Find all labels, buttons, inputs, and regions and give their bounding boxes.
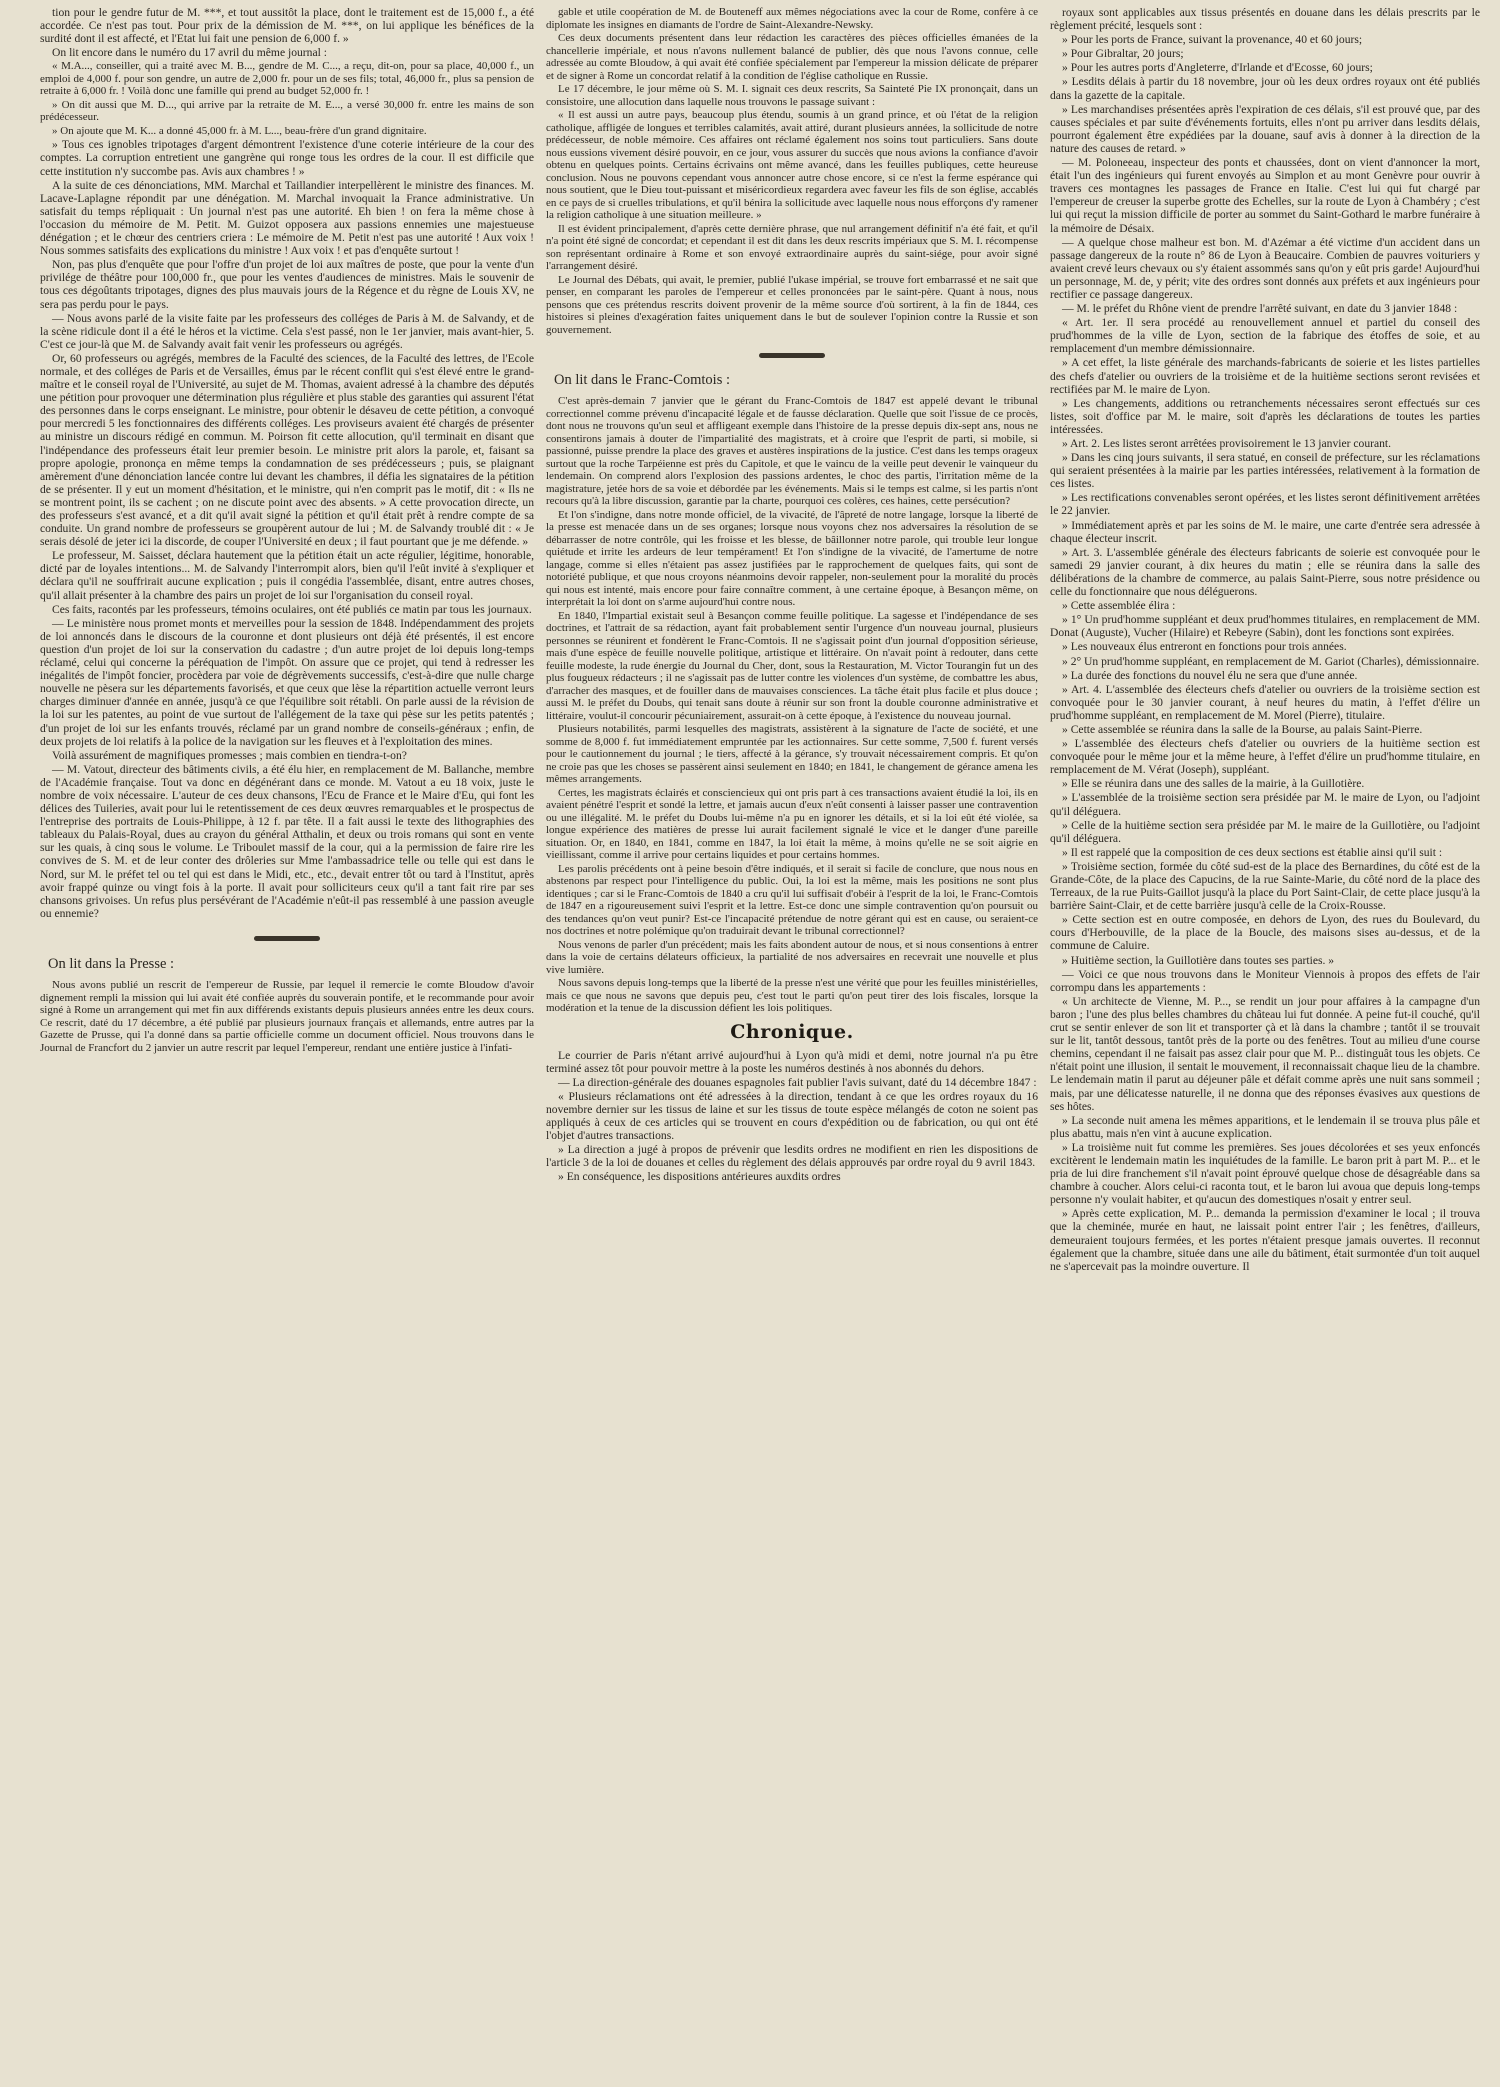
article-paragraph: » L'assemblée de la troisième section sera présidée par M. le maire de Lyon, ou l'adjoint qu'il déléguera. [1050, 791, 1480, 818]
article-paragraph: » Après cette explication, M. P... demanda la permission d'examiner le local ; il trouva que la cheminée, murée en haut, ne laissait point entrer l'air ; les fenêtres, d'ailleurs, demeuraient toujours fermées, et les portes n'étaient presque jamais ouvertes. Il reconnut également que la chambre, située dans une aile du bâtiment, était surmontée d'un toit auquel ne s'apercevait pas la moindre ouverture. Il [1050, 1207, 1480, 1273]
article-paragraph: « Un architecte de Vienne, M. P..., se rendit un jour pour affaires à la campagne d'un baron ; l'une des plus belles chambres du château lui fut donnée. A peine fut-il couché, qu'il crut se sentir enlever de son lit et transporter çà et là dans la chambre ; tantôt il se trouvait sur le lit, tantôt dessous, tantôt près de la porte ou des fenêtres. Tout au milieu d'une course chemins, cependant il ne faisait pas assez clair pour que M. P... distinguât tous les objets. Ce n'était point une illusion, il sentait le mouvement, il reconnaissait chaque lieu de la chambre. Le lendemain matin il parut au déjeuner pâle et défait comme après une nuit sans sommeil ; mais, par une délicatesse naturelle, il ne donna que des réponses évasives aux questions de ses hôtes. [1050, 994, 1480, 1113]
article-paragraph: » Pour les autres ports d'Angleterre, d'Irlande et d'Ecosse, 60 jours; [1062, 61, 1373, 75]
article-paragraph: Nous savons depuis long-temps que la liberté de la presse n'est une vérité que pour les feuilles ministérielles, mais ce que nous ne savons que depuis peu, c'est tout le parti qu'on peut tirer des lois fiscales, lorsque la modération et la tenue de la discussion défient les lois politiques. [546, 977, 1038, 1015]
article-paragraph: C'est après-demain 7 janvier que le gérant du Franc-Comtois de 1847 est appelé devant le tribunal correctionnel comme prévenu d'incapacité légale et de fausse déclaration. Quelle que soit l'issue de ce procès, dont nous ne trouvons qu'un seul et affligeant exemple dans l'histoire de la presse depuis dix-sept ans, nous ne consentirons jamais à douter de l'impartialité des magistrats, et à croire que l'esprit de parti, si mobile, si passionné, puisse prendre la place des graves et austères inspirations de la justice. C'est dans les temps orageux surtout que la roche Tarpéienne est près du Capitole, et que le vaincu de la veille peut devenir le vainqueur du lendemain. On comprend alors l'explosion des passions ardentes, le choc des partis, l'irritation même de la magistrature, jetée hors de sa voie et débordée par les événements. Mais si le temps est calme, si les partis n'ont recours qu'à la libre discussion, garantie par la charte, pourquoi ces colères, ces haines, cette persécution? [546, 395, 1038, 508]
article-paragraph: » Art. 3. L'assemblée générale des électeurs fabricants de soierie est convoquée pour le samedi 29 janvier courant, à dix heures du matin ; elle se réunira dans la salle des délibérations de la chambre de commerce, au palais Saint-Pierre, sous notre présidence ou celle du fonctionnaire que nous déléguerons. [1050, 545, 1480, 599]
section-separator [546, 346, 1038, 364]
article-paragraph: » Celle de la huitième section sera présidée par M. le maire de la Guillotière, ou l'adjoint qu'il déléguera. [1050, 818, 1480, 845]
article-paragraph: Il est évident principalement, d'après cette dernière phrase, que nul arrangement définitif n'a été fait, et qu'il n'a point été signé de concordat; et cependant il est dit dans les deux rescrits impériaux que S. M. I. récompense son représentant ordinaire à Rome et son envoyé extraordinaire auprès du saint-siége, pour avoir signé l'arrangement désiré. [546, 222, 1038, 272]
article-paragraph: » La durée des fonctions du nouvel élu ne sera que d'une année. [1062, 668, 1358, 682]
article-paragraph: « M.A..., conseiller, qui a traité avec M. B..., gendre de M. C..., a reçu, dit-on, pour sa place, 40,000 f., un emploi de 4,000 f. pour son gendre, un autre de 2,000 fr. pour un de ses fils; total, 46,000 fr., plus sa pension de retraite à 6,000 fr. ! Voilà donc une famille qui prend au budget 52,000 fr. ! [40, 60, 534, 98]
article-paragraph: Le courrier de Paris n'étant arrivé aujourd'hui à Lyon qu'à midi et demi, notre journal n'a pu être terminé assez tôt pour pouvoir mettre à la poste les numéros destinés à nos abonnés du dehors. [546, 1048, 1038, 1075]
article-paragraph: tion pour le gendre futur de M. ***, et tout aussitôt la place, dont le traitement est de 15,000 f., a été accordée. Ce n'est pas tout. Pour prix de la démission de M. ***, on lui applique les bénéfices de la surdité dont il est affecté, et l'Etat lui fait une pension de 6,000 f. » [40, 6, 534, 46]
article-paragraph: gable et utile coopération de M. de Bouteneff aux mêmes négociations avec la cour de Rome, confère à ce diplomate les insignes en diamants de l'ordre de Saint-Alexandre-Newsky. [546, 6, 1038, 31]
article-paragraph: » Cette assemblée se réunira dans la salle de la Bourse, au palais Saint-Pierre. [1062, 722, 1423, 736]
article-paragraph: En 1840, l'Impartial existait seul à Besançon comme feuille politique. La sagesse et l'indépendance de ses doctrines, et l'attrait de sa rédaction, ayant fait probablement sentir l'urgence d'un nouveau journal, plusieurs personnes se réunirent et fondèrent le Franc-Comtois. Il ne s'agissait point d'un journal d'opposition sérieuse, mais d'une espèce de feuille nouvelle politique, artistique et littéraire. On n'avait point à redouter, dans cette feuille modeste, la rude énergie du Journal du Cher, dont, sous la Restauration, M. Victor Tourangin fut un des plus fougueux rédacteurs ; il ne s'agissait pas de lutter contre les violences d'un système, de combattre les abus, d'arracher des masques, et de fouiller dans de mauvaises consciences. La tâche était plus facile et plus douce ; aussi M. le préfet du Doubs, qui tenait sans doute à réunir sur son front la double couronne administrative et littéraire, voulut-il concourir pécuniairement, assurait-on à cette époque, à l'existence du nouveau journal. [546, 609, 1038, 722]
section-title: Chronique. [730, 1020, 854, 1043]
article-paragraph: » La direction a jugé à propos de prévenir que lesdits ordres ne modifient en rien les dispositions de l'article 3 de la loi de douanes et celles du règlement des délais approuvés par ordre royal du 9 avril 1843. [546, 1143, 1038, 1170]
column-1 [40, 6, 534, 2087]
article-paragraph: Plusieurs notabilités, parmi lesquelles des magistrats, assistèrent à la signature de l'acte de société, et une somme de 8,000 f. fut immédiatement empruntée par les actionnaires. Sur cette somme, 7,500 f. furent versés pour le cautionnement du journal ; le tiers, affecté à la gérance, s'y trouvait nécessairement compris. Et qu'on ne croie pas que les choses se passèrent ainsi seulement en 1840; en 1841, le changement de gérance amena les mêmes arrangements. [546, 723, 1038, 786]
separator-rule [254, 936, 320, 941]
article-paragraph: » La seconde nuit amena les mêmes apparitions, et le lendemain il se trouva plus pâle et plus abattu, mais n'en vint à aucune explication. [1050, 1113, 1480, 1140]
article-paragraph: Le Journal des Débats, qui avait, le premier, publié l'ukase impérial, se trouve fort embarrassé et ne sait que penser, en comparant les paroles de l'empereur et celles prononcées par le saint-père. Quant à nous, nous pensons que ces prétendus rescrits doivent provenir de la même source d'où sortirent, à la fin de 1844, ces histoires si pleines d'exagération faites uniquement dans le but de soulever l'opinion contre la Russie et son gouvernement. [546, 273, 1038, 336]
article-paragraph: Nous avons publié un rescrit de l'empereur de Russie, par lequel il remercie le comte Bloudow d'avoir dignement rempli la mission qui lui avait été confiée auprès du souverain pontife, et le recommande pour avoir signé à Rome un arrangement qui met fin aux différends existants depuis plusieurs années entre les deux cours. Ce rescrit, daté du 17 décembre, a été publié par plusieurs journaux français et allemands, entre autres par la Gazette de Prusse, qui l'a donné dans sa partie officielle comme un document officiel. Nous trouvons dans le Journal de Francfort du 2 janvier un autre rescrit par lequel l'empereur, rendant une entière justice à l'infati- [40, 979, 534, 1054]
article-paragraph: » Huitième section, la Guillotière dans toutes ses parties. » [1062, 953, 1335, 967]
article-paragraph: Or, 60 professeurs ou agrégés, membres de la Faculté des sciences, de la Faculté des lettres, de l'Ecole normale, et des colléges de Paris et de Versailles, émus par le récent conflit qui s'est élevé entre le grand-maître et le conseil royal de l'Université, au sujet de M. Thomas, avaient adressé à la chambre des députés une pétition pour provoquer une détermination plus régulière et plus stable des garanties qui assurent l'état des personnes dans le corps enseignant. Le ministre, pour obtenir le désaveu de cette pétition, a convoqué pour mercredi 5 les fonctionnaires des différents colléges. Les proviseurs avaient été chargés de présenter au ministre un discours rédigé en commun. M. Poirson fit cette allocution, qu'il terminait en disant que l'indépendance des professeurs était leur premier besoin. Le ministre prit alors la parole, et, faisant sa propre apologie, prononça en même temps la condamnation de ses prédécesseurs ; puis, se plaignant amèrement d'une dénonciation lancée contre lui devant les chambres, il défia les signataires de la pétition de se présenter. Il y eut un moment d'hésitation, et le ministre, qui n'en comprit pas le motif, dit : « Ils ne se montrent point, ils se cachent ; on ne discute point avec des absents. » A cette provocation directe, un des professeurs s'est avancé, et a dit qu'il avait signé la pétition et qu'il était prêt à rendre compte de sa conduite. Un grand nombre de professeurs se groupèrent autour de lui ; M. de Salvandy troublé dit : « Je serais désolé de jeter ici la discorde, de couper l'Université en deux ; il faut pourtant que je me défende. » [40, 351, 534, 549]
article-paragraph: Le professeur, M. Saisset, déclara hautement que la pétition était un acte régulier, légitime, honorable, dicté par de loyales intentions... M. de Salvandy l'interrompit alors, bien qu'il l'eût invité à s'expliquer et déclara qu'il ne souffrirait aucune explication ; puis il congédia l'assemblée, disant, entre autres choses, qu'il allait présenter à la chambre des pairs un projet de loi sur l'organisation du conseil royal. [40, 549, 534, 602]
article-paragraph: Le 17 décembre, le jour même où S. M. I. signait ces deux rescrits, Sa Sainteté Pie IX prononçait, dans un consistoire, une allocution dans laquelle nous trouvons le passage suivant : [546, 83, 1038, 108]
article-paragraph: — Le ministère nous promet monts et merveilles pour la session de 1848. Indépendamment des projets de loi annoncés dans le discours de la couronne et dont plusieurs ont déjà été présentés, il est encore question d'un projet de loi sur la conservation du cadastre ; d'un autre projet de loi depuis long-temps réclamé, celui qui concerne la péréquation de l'impôt. On assure que ce projet, qui tend à redresser les inégalités de l'impôt foncier, procèdera par voie de dégrèvements successifs, c'est-à-dire que nulle charge nouvelle ne pèsera sur les départements favorisés, et que ceux que lèse la répartition actuelle verront leurs charges diminuer d'année en année, jusqu'à ce que l'équilibre soit rétabli. On parle aussi de la révision de la loi sur les patentes, au point de vue surtout de l'allégement de la taxe qui pèse sur les petits patentés ; d'un projet de loi sur les enfants trouvés, réclamé par un grand nombre de conseils-généraux ; enfin, de deux projets de loi relatifs à la police de la navigation sur les fleuves et à l'exploitation des mines. [40, 616, 534, 748]
separator-rule [759, 353, 825, 358]
article-paragraph: — M. Vatout, directeur des bâtiments civils, a été élu hier, en remplacement de M. Ballanche, membre de l'Académie française. Tout va donc en dégénérant dans ce monde. M. Vatout a eu 18 voix, juste le nombre de voix nécessaire. L'auteur de ces deux chansons, l'Ecu de France et le Maire d'Eu, qui font les délices des Tuileries, avait pour lui le retentissement de ces deux œuvres remarquables et le prospectus de l'entreprise des portraits de Louis-Philippe, à 12 f. par tête. Il a fait aussi le texte des lithographies des tableaux du Palais-Royal, dues au crayon du général Atthalin, et deux ou trois romans qui sont en vente sur les quais, à cinq sous le volume. Le Triboulet massif de la cour, qui a la permission de faire rire les convives de S. M. et de leur conter des drôleries sur Mme l'ambassadrice telle ou telle qui est dans le Nord, sur M. le préfet tel ou tel qui est dans le Midi, etc., etc., devait entrer tôt ou tard à l'Institut, après avoir frappé quinze ou vingt fois à la porte. Il avait pour solliciteurs ceux qu'il a tant fait rire par ses chansons grivoises. Un refus plus persévérant de l'Académie n'eût-il pas ressemblé à une passion aveugle ou ennemie? [40, 762, 534, 920]
article-heading: On lit dans le Franc-Comtois : [554, 372, 730, 388]
section-separator [40, 930, 534, 948]
article-paragraph: On lit encore dans le numéro du 17 avril du même journal : [52, 46, 327, 60]
article-paragraph: — Voici ce que nous trouvons dans le Moniteur Viennois à propos des effets de l'air corrompu dans les appartements : [1050, 967, 1480, 994]
article-paragraph: » Les changements, additions ou retranchements nécessaires seront effectués sur ces listes, soit d'office par M. le maire, soit d'après les déclarations de toutes les parties intéressées. [1050, 396, 1480, 436]
article-paragraph: » La troisième nuit fut comme les premières. Ses joues décolorées et ses yeux enfoncés excitèrent le lendemain matin les inquiétudes de la famille. Le baron prit à part M. P... et le pria de lui dire franchement s'il n'avait point éprouvé quelque chose de désagréable dans sa chambre à coucher. Alors celui-ci raconta tout, et le baron lui avoua que depuis long-temps personne n'y voulait habiter, et qu'aucun des domestiques n'osait y entrer seul. [1050, 1140, 1480, 1207]
article-paragraph: Et l'on s'indigne, dans notre monde officiel, de la vivacité, de l'âpreté de notre langage, lorsque la liberté de la presse est menacée dans un de ses organes; lorsque nous voyons chez nos adversaires la résolution de se débarrasser de notre contrôle, qui les froisse et les blesse, de bâillonner notre parole, qui trouble leur longue quiétude et irrite les ardeurs de leur tempérament! Et l'on s'indigne de la vivacité, de l'amertume de notre langage, comme si elles n'étaient pas assez justifiées par le rapprochement de quelques faits, qui sont de notoriété publique, et que nous croyons néanmoins devoir rappeler, non-seulement pour la moralité du procès qui nous est intenté, mais encore pour faire connaître comment, à une certaine époque, à Besançon même, on interprétait la loi dont on s'arme aujourd'hui contre nous. [546, 508, 1038, 609]
article-paragraph: » Troisième section, formée du côté sud-est de la place des Bernardines, du côté est de la Grande-Côte, de la place des Capucins, de la rue Sainte-Marie, du côté nord de la place des Terreaux, de la rue Puits-Gaillot jusqu'à la place du Port Saint-Clair, de cette place jusqu'à la barrière Saint-Clair, et de cette barrière jusqu'à celle de la Croix-Rousse. [1050, 859, 1480, 913]
article-paragraph: » 1° Un prud'homme suppléant et deux prud'hommes titulaires, en remplacement de MM. Donat (Auguste), Vucher (Hilaire) et Rebeyre (Sabin), dont les fonctions sont expirées. [1050, 613, 1480, 640]
article-heading: On lit dans la Presse : [48, 955, 175, 972]
article-paragraph: royaux sont applicables aux tissus présentés en douane dans les délais prescrits par le règlement précité, lesquels sont : [1050, 6, 1480, 33]
article-paragraph: » Les nouveaux élus entreront en fonctions pour trois années. [1062, 640, 1347, 654]
article-paragraph: — La direction-générale des douanes espagnoles fait publier l'avis suivant, daté du 14 décembre 1847 : [558, 1075, 1037, 1089]
article-paragraph: Non, pas plus d'enquête que pour l'offre d'un projet de loi aux maîtres de poste, que pour la vente d'un privilége de théâtre pour 100,000 fr., que pour les ventes d'audiences de ministres. Mais le souvenir de tous ces dégoûtants tripotages, dignes des plus mauvais jours de la Régence et du règne de Louis XV, ne sera pas perdu pour le pays. [40, 258, 534, 311]
article-paragraph: » Pour Gibraltar, 20 jours; [1062, 47, 1184, 61]
article-paragraph: » A cet effet, la liste générale des marchands-fabricants de soierie et les listes partielles des chefs d'atelier ou ouvriers de la troisième et de la huitième sections seront revisées et rectifiées par M. le maire de Lyon. [1050, 356, 1480, 396]
article-paragraph: » En conséquence, les dispositions antérieures auxdits ordres [558, 1170, 841, 1184]
article-paragraph: Les parolis précédents ont à peine besoin d'être indiqués, et il serait si facile de conclure, que nous nous en abstenons par respect pour l'intelligence du public. Oui, la loi est la même, mais les positions ne sont plus identiques ; car si le Franc-Comtois de 1840 a cru qu'il lui suffisait d'obéir à l'esprit de la loi, le Franc-Comtois de 1847 en a rigoureusement suivi l'esprit et la lettre. Est-ce donc une simple contravention qu'on poursuit ou des tendances qu'on veut punir? Est-ce l'incapacité prétendue de notre gérant qui est en cause, ou seraient-ce nos doctrines et notre polémique qu'on traduirait devant le tribunal correctionnel? [546, 862, 1038, 938]
article-paragraph: A la suite de ces dénonciations, MM. Marchal et Taillandier interpellèrent le ministre des finances. M. Lacave-Laplagne répondit par une dénégation. M. Marchal invoquait la France administrative. Un satisfait du temps répliquait : Un journal n'est pas une autorité. Eh bien ! on fera la même chose à l'occasion du mémoire de M. Petit. M. Guizot opposera aux passions ennemies une majestueuse dénégation ; et le chœur des centriers criera : Le mémoire de M. Petit n'est pas une autorité ! Aux voix ! Nous sommes satisfaits des explications du ministre ! Aux voix ! et pas d'enquête surtout ! [40, 178, 534, 258]
article-paragraph: Ces deux documents présentent dans leur rédaction les caractères des pièces officielles émanées de la chancellerie impériale, et nous n'avons nullement balancé de publier, dès que nous l'avons connue, celle adressée au comte Bloudow, à qui avait été confiée spécialement par l'empereur la mission délicate de préparer et de signer à Rome un concordat relatif à la condition de l'église catholique en Russie. [546, 32, 1038, 82]
article-paragraph: — M. le préfet du Rhône vient de prendre l'arrêté suivant, en date du 3 janvier 1848 : [1062, 302, 1458, 316]
column-3 [1050, 6, 1480, 2087]
column-2 [546, 6, 1038, 2087]
article-paragraph: « Il est aussi un autre pays, beaucoup plus étendu, soumis à un grand prince, et où l'état de la religion catholique, affligée de longues et terribles calamités, avait attiré, durant plusieurs années, la sollicitude de notre prédécesseur, de noble mémoire. Ces affaires ont réclamé également nos soins tout particuliers. Sans doute nous eussions vivement désiré pouvoir, en ce jour, vous assurer du succès que nous avions la confiance d'avoir obtenu en quelques points. Certains écrivains ont même avancé, dans les feuilles publiques, cette heureuse conclusion. Nous ne pouvons cependant vous annoncer autre chose encore, si ce n'est la ferme espérance qui nous soutient, que le Dieu tout-puissant et miséricordieux regardera avec faveur les fils de son église, accablés en ce pays de si cruelles tribulations, et qu'il bénira la sollicitude avec laquelle nous nous efforçons d'y ramener la religion catholique à une situation meilleure. » [546, 109, 1038, 221]
article-paragraph: Certes, les magistrats éclairés et consciencieux qui ont pris part à ces transactions avaient étudié la loi, ils en avaient pénétré l'esprit et sondé la lettre, et jamais aucun d'eux n'eût consenti à laisser passer une contravention ou une illégalité. M. le préfet du Doubs lui-même n'a pu en ignorer les détails, et si la loi eût été violée, sa longue expérience des matières de presse lui aurait facilement signalé le vice et le danger d'une pareille situation. Or, en 1840, en 1841, comme en 1847, la loi était la même, à moins qu'elle ne se soit aigrie en vieillissant, comme il arrive pour certains liquides et pour certains hommes. [546, 786, 1038, 862]
article-paragraph: » L'assemblée des électeurs chefs d'atelier ou ouvriers de la huitième section est convoquée pour le même jour et la même heure, à l'effet d'élire un prud'homme titulaire, en remplacement de M. Vérat (Joseph), suppléant. [1050, 737, 1480, 777]
article-paragraph: » Lesdits délais à partir du 18 novembre, jour où les deux ordres royaux ont été publiés dans la gazette de la capitale. [1050, 75, 1480, 102]
article-paragraph: « Art. 1er. Il sera procédé au renouvellement annuel et partiel du conseil des prud'hommes de la ville de Lyon, section de la fabrique des étoffes de soie, et au remplacement d'un membre démissionnaire. [1050, 316, 1480, 356]
article-paragraph: » Dans les cinq jours suivants, il sera statué, en conseil de préfecture, sur les réclamations qui seraient présentées à la mairie par les parties intéressées, relativement à la formation de ces listes. [1050, 451, 1480, 491]
article-paragraph: » Cette assemblée élira : [1062, 599, 1176, 613]
article-paragraph: » Les rectifications convenables seront opérées, et les listes seront définitivement arrêtées le 22 janvier. [1050, 491, 1480, 518]
article-paragraph: » Elle se réunira dans une des salles de la mairie, à la Guillotière. [1062, 777, 1365, 791]
article-paragraph: » Les marchandises présentées après l'expiration de ces délais, s'il est prouvé que, par des causes spéciales et par suite d'événements fortuits, elles n'ont pu arriver dans lesdits délais, pourront également être expédiées par la douane, sauf avis à donner à la direction de la nature des causes de retard. » [1050, 102, 1480, 155]
article-paragraph: » Immédiatement après et par les soins de M. le maire, une carte d'entrée sera adressée à chaque électeur inscrit. [1050, 518, 1480, 545]
article-paragraph: — M. Poloneeau, inspecteur des ponts et chaussées, dont on vient d'annoncer la mort, était l'un des ingénieurs qui furent envoyés au Simplon et au mont Genèvre pour ouvrir à travers ces montagnes les passages de France en Italie. C'est lui qui fut chargé par l'empereur de creuser la superbe grotte des Echelles, sur la route de Lyon à Chambéry ; c'est lui qui reçut la mission difficile de porter au sommet du Saint-Gothard le marbre funéraire à la mémoire de Désaix. [1050, 156, 1480, 235]
article-paragraph: » 2° Un prud'homme suppléant, en remplacement de M. Gariot (Charles), démissionnaire. [1062, 654, 1480, 668]
article-paragraph: » Il est rappelé que la composition de ces deux sections est établie ainsi qu'il suit : [1062, 845, 1443, 859]
article-paragraph: Nous venons de parler d'un précédent; mais les faits abondent autour de nous, et si nous consentions à entrer dans la voie de certains délateurs officieux, la partialité de nos adversaires en recevrait une nouvelle et plus vive lumière. [546, 938, 1038, 976]
article-paragraph: » Tous ces ignobles tripotages d'argent démontrent l'existence d'une coterie intérieure de la cour des comptes. La corruption entretient une gangrène qui ronge tous les ordres de la cour. Il est difficile que cette institution n'y succombe pas. Avis aux chambres ! » [40, 138, 534, 178]
article-paragraph: » Pour les ports de France, suivant la provenance, 40 et 60 jours; [1062, 33, 1363, 47]
article-paragraph: Ces faits, racontés par les professeurs, témoins oculaires, ont été publiés ce matin par tous les journaux. [52, 602, 532, 616]
article-paragraph: — A quelque chose malheur est bon. M. d'Azémar a été victime d'un accident dans un passage dangereux de la route n° 86 de Lyon à Beaucaire. Combien de pauvres voituriers y avaient crevé leurs chevaux ou s'y étaient assommés sans qu'on y eût pris garde! Aujourd'hui un personnage, M. de, y périt; vite des ordres sont donnés aux préfets et aux ingénieurs pour rectifier ce passage dangereux. [1050, 235, 1480, 301]
article-paragraph: » Art. 4. L'assemblée des électeurs chefs d'atelier ou ouvriers de la troisième section est convoquée pour le 30 janvier courant, à neuf heures du matin, à l'effet d'élire un prud'homme suppléant, en remplacement de M. Morel (Pierre), titulaire. [1050, 682, 1480, 722]
article-paragraph: » Art. 2. Les listes seront arrêtées provisoirement le 13 janvier courant. [1062, 437, 1392, 450]
article-paragraph: » Cette section est en outre composée, en dehors de Lyon, des rues du Boulevard, du cours d'Herbouville, de la place de la Boucle, des maisons sises au-dessus, et de la commune de Caluire. [1050, 913, 1480, 953]
article-paragraph: » On dit aussi que M. D..., qui arrive par la retraite de M. E..., a versé 30,000 fr. entre les mains de son prédécesseur. [40, 98, 534, 124]
article-paragraph: Voilà assurément de magnifiques promesses ; mais combien en tiendra-t-on? [52, 748, 407, 762]
article-paragraph: — Nous avons parlé de la visite faite par les professeurs des colléges de Paris à M. de Salvandy, et de la scène ridicule dont il a été le héros et la victime. Cela s'est passé, non le 1er janvier, mais avant-hier, 5. C'est ce jour-là que M. de Salvandy avait fait venir les professeurs ou agrégés. [40, 311, 534, 351]
article-paragraph: « Plusieurs réclamations ont été adressées à la direction, tendant à ce que les ordres royaux du 16 novembre dernier sur les tissus de laine et sur les tissus de toute espèce mélangés de coton ne soient pas appliqués à ceux de ces articles qui se trouvent en cours d'expédition ou de fabrication, ou qui ont été l'objet d'autres transactions. [546, 1089, 1038, 1143]
article-paragraph: » On ajoute que M. K... a donné 45,000 fr. à M. L..., beau-frère d'un grand dignitaire. [52, 124, 427, 137]
